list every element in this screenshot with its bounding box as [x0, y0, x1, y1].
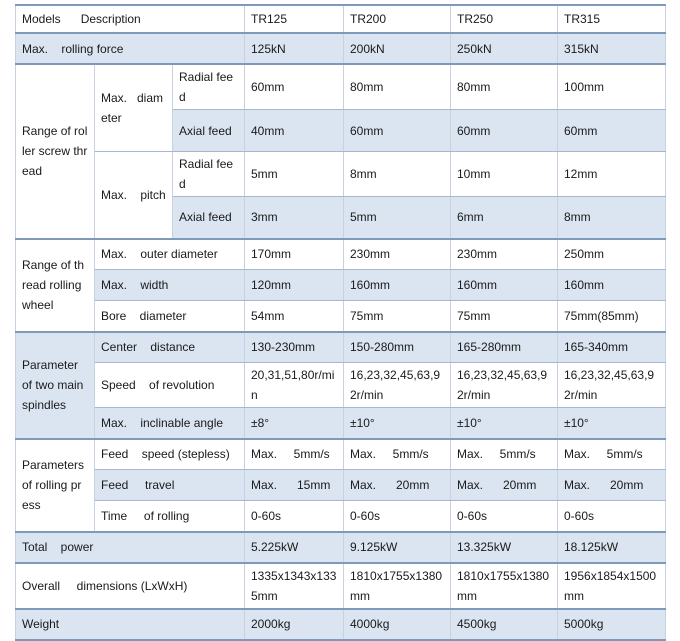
- cell: 165-280mm: [451, 332, 558, 363]
- cell: 4500kg: [451, 609, 558, 640]
- cell: 8mm: [344, 152, 451, 197]
- cell: ±10°: [451, 408, 558, 439]
- cell: 75mm: [344, 301, 451, 332]
- cell: 130-230mm: [245, 332, 344, 363]
- cell: 160mm: [451, 270, 558, 301]
- row-width: [16, 270, 666, 301]
- cell: 4000kg: [344, 609, 451, 640]
- cell: 0-60s: [558, 501, 666, 532]
- thread-rolling-wheel-label: Range of thread rolling wheel: [16, 239, 95, 332]
- cell: Max. 20mm: [344, 470, 451, 501]
- cell: ±10°: [344, 408, 451, 439]
- row-time-of-rolling: [16, 501, 666, 532]
- row-max-rolling-force: [16, 33, 666, 64]
- row-center-distance: [16, 332, 666, 363]
- total-power-label: Total power: [16, 532, 245, 563]
- radial-feed-label: Radial feed: [173, 64, 245, 110]
- cell: 125kN: [245, 33, 344, 64]
- cell: 54mm: [245, 301, 344, 332]
- cell: 0-60s: [451, 501, 558, 532]
- cell: 250mm: [558, 239, 666, 270]
- cell: 5mm: [245, 152, 344, 197]
- row-speed-of-revolution: [16, 363, 666, 408]
- cell: 230mm: [451, 239, 558, 270]
- row-total-power: [16, 532, 666, 563]
- row-radial-feed-diameter: [16, 64, 666, 110]
- cell: 16,23,32,45,63,92r/min: [558, 363, 666, 408]
- row-inclinable-angle: [16, 408, 666, 439]
- cell: 16,23,32,45,63,92r/min: [344, 363, 451, 408]
- width-label: Max. width: [95, 270, 245, 301]
- cell: ±8°: [245, 408, 344, 439]
- cell: 0-60s: [245, 501, 344, 532]
- roller-screw-thread-label: Range of roller screw thread: [16, 64, 95, 239]
- spec-table: [15, 4, 666, 641]
- outer-diameter-label: Max. outer diameter: [95, 239, 245, 270]
- cell: 2000kg: [245, 609, 344, 640]
- row-overall-dimensions: [16, 563, 666, 609]
- cell: 165-340mm: [558, 332, 666, 363]
- cell: 5mm: [344, 197, 451, 239]
- cell: Max. 5mm/s: [344, 439, 451, 470]
- cell: Max. 5mm/s: [558, 439, 666, 470]
- cell: ±10°: [558, 408, 666, 439]
- cell: 1810x1755x1380mm: [451, 563, 558, 609]
- cell: 80mm: [344, 64, 451, 110]
- cell: 60mm: [558, 110, 666, 152]
- cell: 8mm: [558, 197, 666, 239]
- cell: 5000kg: [558, 609, 666, 640]
- feed-travel-label: Feed travel: [95, 470, 245, 501]
- cell: 170mm: [245, 239, 344, 270]
- row-feed-speed: [16, 439, 666, 470]
- cell: 6mm: [451, 197, 558, 239]
- cell: 5.225kW: [245, 532, 344, 563]
- cell: 20,31,51,80r/min: [245, 363, 344, 408]
- cell: 13.325kW: [451, 532, 558, 563]
- cell: 160mm: [558, 270, 666, 301]
- speed-label: Speed of revolution: [95, 363, 245, 408]
- cell: 160mm: [344, 270, 451, 301]
- radial-feed-label: Radial feed: [173, 152, 245, 197]
- cell: 18.125kW: [558, 532, 666, 563]
- axial-feed-label: Axial feed: [173, 110, 245, 152]
- cell: 60mm: [344, 110, 451, 152]
- model-tr250: TR250: [451, 5, 558, 33]
- main-spindles-label: Parameter of two main spindles: [16, 332, 95, 439]
- row-outer-diameter: [16, 239, 666, 270]
- row-bore-diameter: [16, 301, 666, 332]
- header-label: Models Description: [16, 5, 245, 33]
- feed-speed-label: Feed speed (stepless): [95, 439, 245, 470]
- model-tr315: TR315: [558, 5, 666, 33]
- cell: 9.125kW: [344, 532, 451, 563]
- cell: Max. 20mm: [558, 470, 666, 501]
- bore-diameter-label: Bore diameter: [95, 301, 245, 332]
- max-rolling-force-label: Max. rolling force: [16, 33, 245, 64]
- overall-dimensions-label: Overall dimensions (LxWxH): [16, 563, 245, 609]
- cell: 0-60s: [344, 501, 451, 532]
- weight-label: Weight: [16, 609, 245, 640]
- cell: 75mm(85mm): [558, 301, 666, 332]
- cell: Max. 5mm/s: [451, 439, 558, 470]
- rolling-press-label: Parameters of rolling press: [16, 439, 95, 532]
- row-feed-travel: [16, 470, 666, 501]
- cell: 10mm: [451, 152, 558, 197]
- cell: 315kN: [558, 33, 666, 64]
- max-pitch-label: Max. pitch: [95, 152, 173, 239]
- inclinable-angle-label: Max. inclinable angle: [95, 408, 245, 439]
- cell: 230mm: [344, 239, 451, 270]
- cell: 75mm: [451, 301, 558, 332]
- cell: 3mm: [245, 197, 344, 239]
- cell: Max. 20mm: [451, 470, 558, 501]
- model-tr125: TR125: [245, 5, 344, 33]
- cell: 250kN: [451, 33, 558, 64]
- center-distance-label: Center distance: [95, 332, 245, 363]
- cell: 80mm: [451, 64, 558, 110]
- cell: 60mm: [451, 110, 558, 152]
- cell: Max. 5mm/s: [245, 439, 344, 470]
- axial-feed-label: Axial feed: [173, 197, 245, 239]
- cell: 60mm: [245, 64, 344, 110]
- cell: 1810x1755x1380mm: [344, 563, 451, 609]
- max-diameter-label: Max. diameter: [95, 64, 173, 152]
- cell: 120mm: [245, 270, 344, 301]
- cell: 16,23,32,45,63,92r/min: [451, 363, 558, 408]
- header-row: [16, 5, 666, 33]
- cell: 100mm: [558, 64, 666, 110]
- cell: Max. 15mm: [245, 470, 344, 501]
- cell: 40mm: [245, 110, 344, 152]
- cell: 150-280mm: [344, 332, 451, 363]
- cell: 1335x1343x1335mm: [245, 563, 344, 609]
- model-tr200: TR200: [344, 5, 451, 33]
- row-radial-feed-pitch: [16, 152, 666, 197]
- cell: 200kN: [344, 33, 451, 64]
- cell: 1956x1854x1500mm: [558, 563, 666, 609]
- time-of-rolling-label: Time of rolling: [95, 501, 245, 532]
- cell: 12mm: [558, 152, 666, 197]
